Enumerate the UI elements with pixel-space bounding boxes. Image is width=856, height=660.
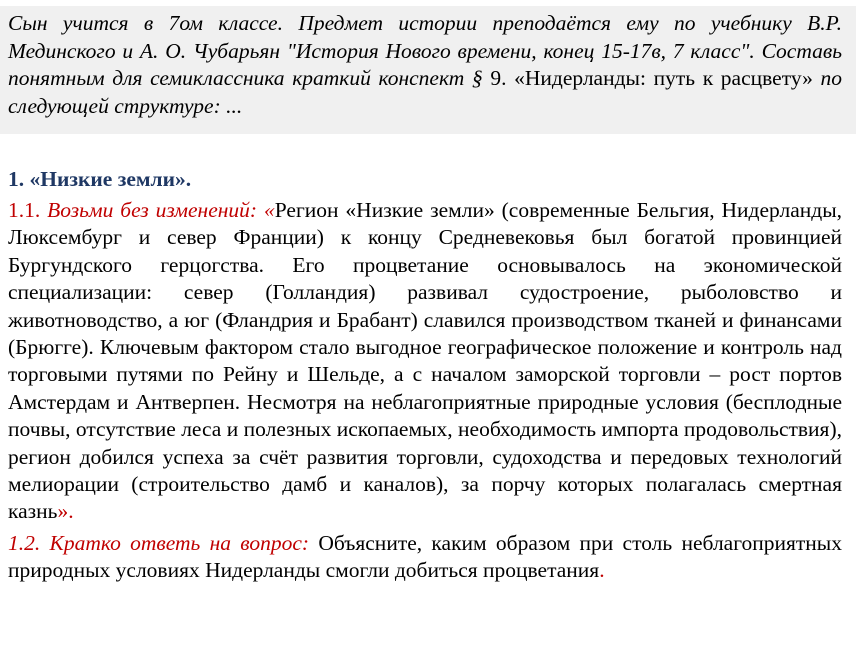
item-1-number: 1.1.	[8, 198, 41, 222]
prompt-text-1: Сын учится в 7ом классе. Предмет истории преподаётся ему по учебнику В.Р. Мединского и А. О. Чубарьян "История Нового времени, конец 15-17в, 7 класс". Составь понятным для семиклассника краткий конспект §	[8, 11, 842, 90]
item-1-text: Регион «Низкие земли» (современные Бельгия, Нидерланды, Люксембург и север Франции) к концу Средневековья был богатой провинцией Бургундского герцогства. Его процветание основывалось на экономической специализации: север (Голландия) развивал судостроение, рыболовство и животноводство, а юг (Фландрия и Брабант) славился производством тканей и финансами (Брюгге). Ключевым фактором стало выгодное географическое положение и контроль над торговыми путями по Рейну и Шельде, а с началом заморской торговли – рост портов Амстердам и Антверпен. Несмотря на неблагоприятные природные условия (бесплодные почвы, отсутствие леса и полезных ископаемых, необходимость импорта продовольствия), регион добился успеха за счёт развития торговли, судоходства и передовых технологий мелиорации (строительство дамб и каналов), за порчу которых полагалась смертная казнь	[8, 198, 843, 524]
spacer	[8, 134, 842, 166]
prompt-text-3: по следующей структуре: ...	[8, 66, 843, 118]
section-heading: 1. «Низкие земли».	[8, 167, 192, 191]
item-2-label: 1.2. Кратко ответь на вопрос:	[8, 530, 310, 555]
item-1-paragraph	[8, 197, 842, 526]
item-2-paragraph	[8, 530, 842, 585]
item-1-quote-close: ».	[57, 499, 74, 524]
item-2-end: .	[599, 558, 605, 583]
user-prompt-block	[0, 6, 856, 134]
prompt-text-2: . «Нидерланды: путь к расцвету»	[501, 66, 813, 90]
item-2-question: Объясните, каким образом при столь неблагоприятных природных условиях Нидерланды смогли добиться процветания	[8, 530, 843, 583]
item-1-quote-open: «	[263, 198, 275, 222]
item-1-instruction: Возьми без изменений:	[47, 198, 258, 222]
prompt-paragraph-number: 9	[490, 66, 502, 90]
